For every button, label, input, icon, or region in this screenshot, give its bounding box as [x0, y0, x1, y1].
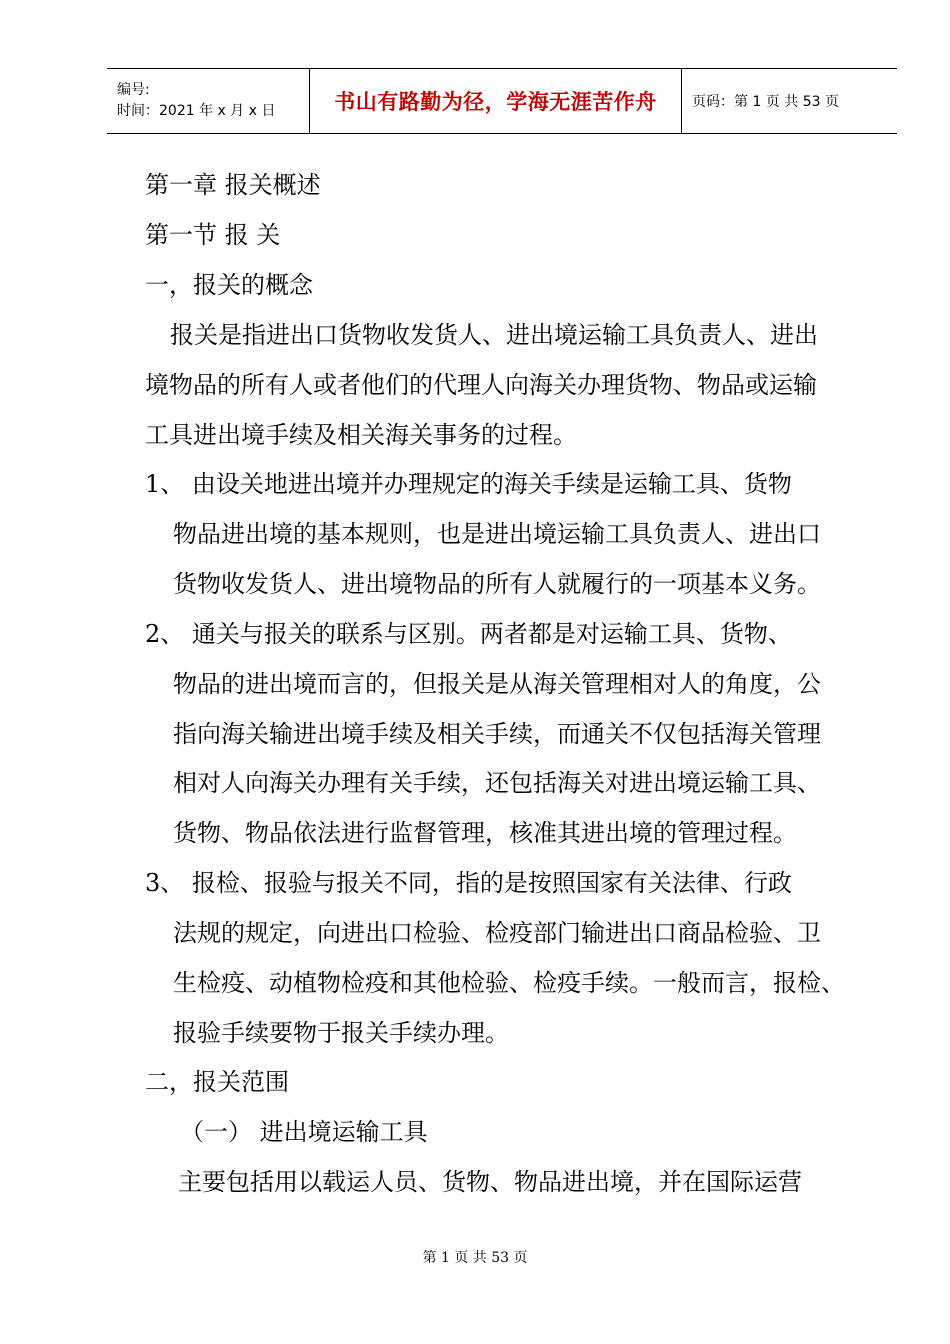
header-page-info: 页码：第 1 页 共 53 页 [692, 94, 839, 110]
doc-number-label: 编号: [117, 82, 150, 98]
list-item-line: 指向海关输进出境手续及相关手续，而通关不仅包括海关管理 [173, 720, 821, 748]
subheading-vehicles: （一） 进出境运输工具 [180, 1118, 428, 1146]
list-item-line: 生检疫、动植物检疫和其他检验、检疫手续。一般而言，报检、 [173, 969, 845, 997]
list-item-3: 3、 报检、报验与报关不同，指的是按照国家有关法律、行政 [145, 869, 792, 897]
chapter-title: 第一章 报关概述 [145, 171, 321, 199]
list-item-line: 货物收发货人、进出境物品的所有人就履行的一项基本义务。 [173, 570, 821, 598]
list-item-line: 物品进出境的基本规则，也是进出境运输工具负责人、进出口 [173, 520, 821, 548]
page-footer: 第 1 页 共 53 页 [422, 1250, 528, 1266]
doc-time-label: 时间：2021 年 x 月 x 日 [117, 103, 276, 119]
paragraph-line: 工具进出境手续及相关海关事务的过程。 [145, 421, 577, 449]
header-motto: 书山有路勤为径，学海无涯苦作舟 [334, 90, 657, 114]
list-item-line: 报验手续要物于报关手续办理。 [173, 1019, 509, 1047]
paragraph-line: 境物品的所有人或者他们的代理人向海关办理货物、物品或运输 [145, 371, 817, 399]
paragraph-line: 主要包括用以载运人员、货物、物品进出境，并在国际运营 [178, 1168, 802, 1196]
section-title: 第一节 报 关 [145, 221, 281, 249]
list-item-line: 货物、物品依法进行监督管理，核准其进出境的管理过程。 [173, 819, 797, 847]
list-item-line: 相对人向海关办理有关手续，还包括海关对进出境运输工具、 [173, 769, 821, 797]
heading-scope: 二，报关范围 [145, 1068, 289, 1096]
list-item-2: 2、 通关与报关的联系与区别。两者都是对运输工具、货物、 [145, 620, 792, 648]
paragraph-line: 报关是指进出口货物收发货人、进出境运输工具负责人、进出 [170, 321, 818, 349]
list-item-line: 物品的进出境而言的，但报关是从海关管理相对人的角度，公 [173, 670, 821, 698]
heading-concept: 一，报关的概念 [145, 271, 313, 299]
list-item-line: 法规的规定，向进出口检验、检疫部门输进出口商品检验、卫 [173, 919, 821, 947]
list-item-1: 1、 由设关地进出境并办理规定的海关手续是运输工具、货物 [145, 470, 792, 498]
